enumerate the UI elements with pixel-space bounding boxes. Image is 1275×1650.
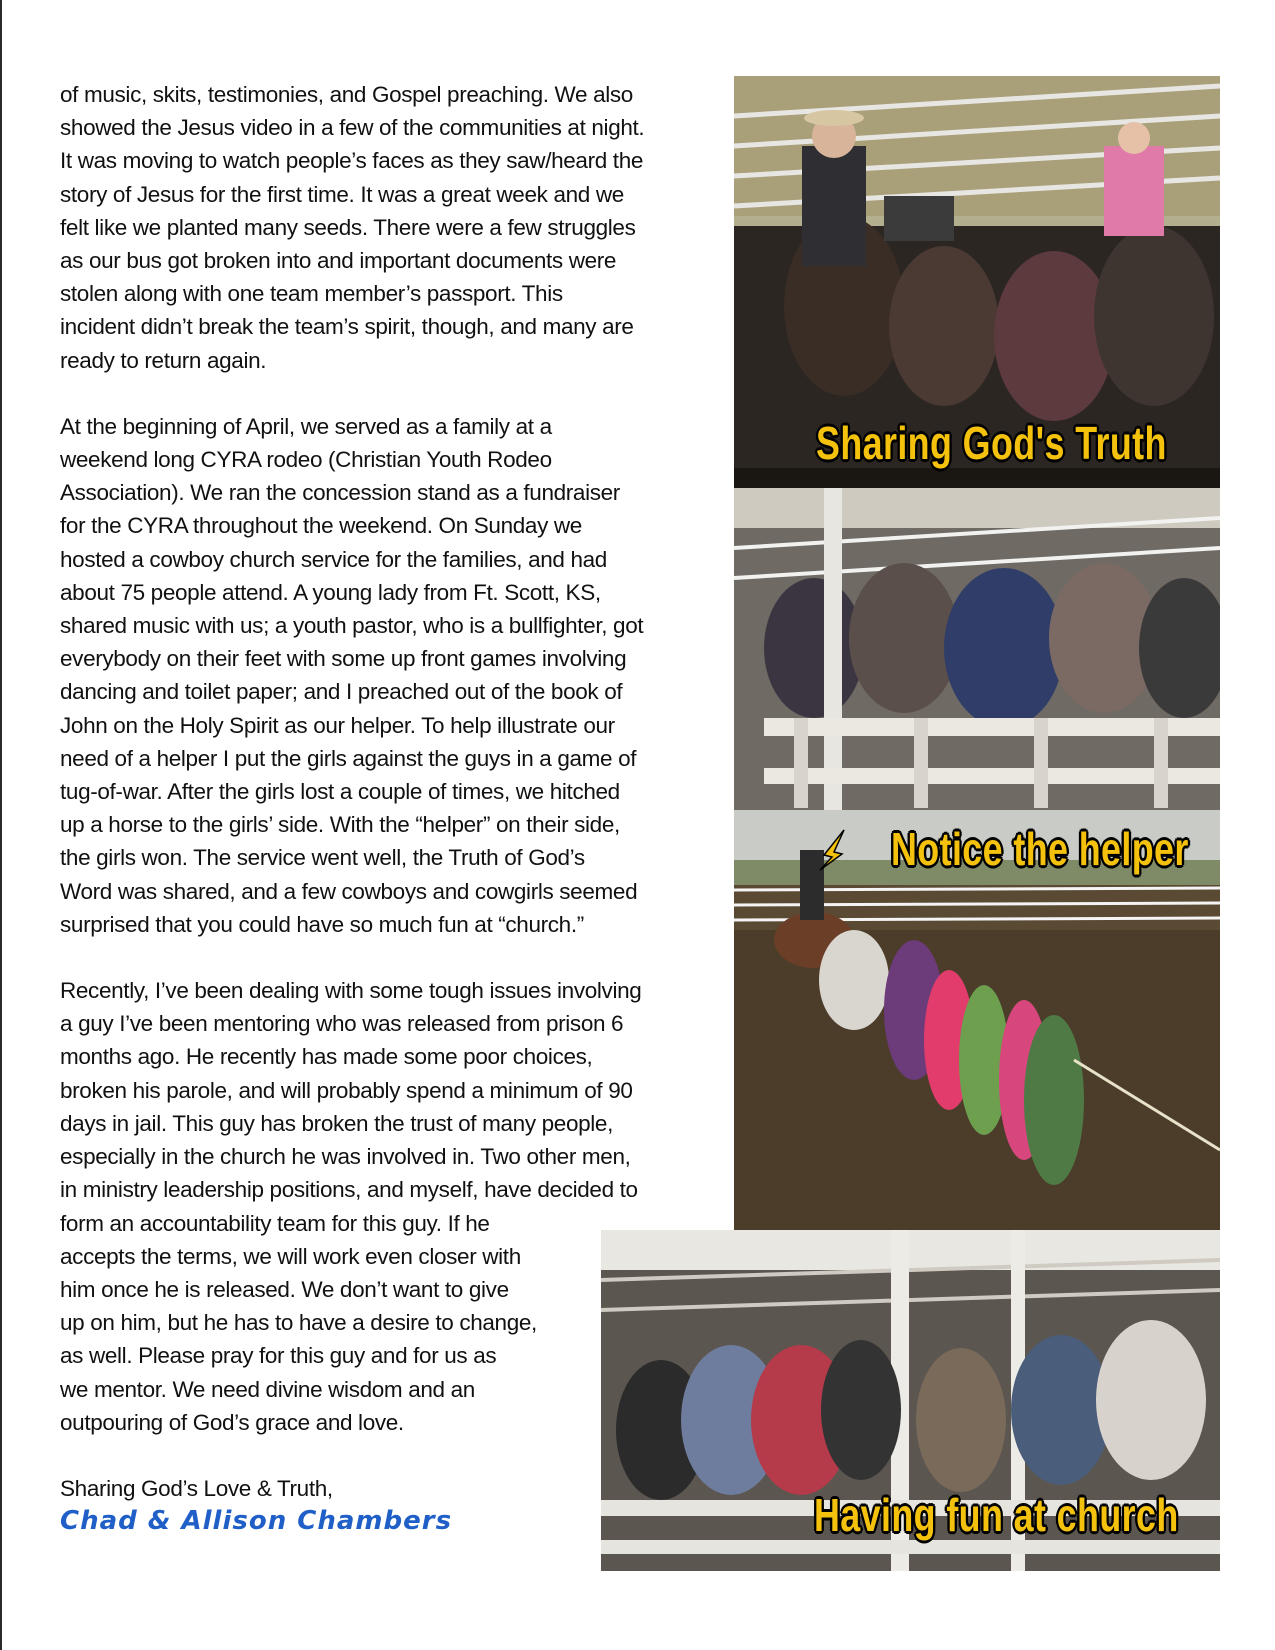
text-line: as well. Please pray for this guy and for us as <box>60 1343 497 1369</box>
text-line: him once he is released. We don’t want to give <box>60 1276 509 1302</box>
text-line: story of Jesus for the first time. It was a great week and we <box>60 181 624 207</box>
text-line: tug-of-war. After the girls lost a couple of times, we hitched <box>60 779 620 805</box>
text-line: At the beginning of April, we served as a family at a <box>60 413 552 439</box>
text-line: of music, skits, testimonies, and Gospel preaching. We also <box>60 82 633 107</box>
text-line: the girls won. The service went well, the Truth of God’s <box>60 845 585 871</box>
text-line: incident didn’t break the team’s spirit, though, and many are <box>60 314 634 340</box>
text-line: ready to return again. <box>60 347 267 373</box>
paragraph-mission-trip <box>60 78 700 377</box>
text-line: months ago. He recently has made some poor choices, <box>60 1044 593 1070</box>
text-line: dancing and toilet paper; and I preached out of the book of <box>60 679 623 705</box>
text-line: up on him, but he has to have a desire to change, <box>60 1310 537 1336</box>
text-line: shared music with us; a youth pastor, who is a bullfighter, got <box>60 613 644 639</box>
text-line: everybody on their feet with some up front games involving <box>60 646 627 672</box>
signature: Chad & Allison Chambers <box>60 1506 453 1537</box>
text-line: as our bus got broken into and important documents were <box>60 248 617 274</box>
text-line: John on the Holy Spirit as our helper. To help illustrate our <box>60 712 615 738</box>
text-line: It was moving to watch people’s faces as they saw/heard the <box>60 148 644 174</box>
caption-sharing-truth: Sharing God's Truth <box>816 417 1167 469</box>
text-line: stolen along with one team member’s passport. This <box>60 281 563 307</box>
text-line: broken his parole, and will probably spend a minimum of 90 <box>60 1077 633 1103</box>
text-line: need of a helper I put the girls against the guys in a game of <box>60 745 637 771</box>
page-left-rule <box>0 0 2 1650</box>
paragraph-mentoring-continued <box>60 1207 560 1439</box>
text-line: in ministry leadership positions, and myself, have decided to <box>60 1177 638 1203</box>
caption-having-fun: Having fun at church <box>814 1489 1179 1541</box>
paragraph-mentoring <box>60 974 700 1206</box>
text-line: Association). We ran the concession stand as a fundraiser <box>60 480 620 506</box>
text-line: weekend long CYRA rodeo (Christian Youth Rodeo <box>60 447 552 473</box>
text-line: form an accountability team for this guy. If he <box>60 1210 490 1236</box>
text-line: we mentor. We need divine wisdom and an <box>60 1376 475 1402</box>
text-line: surprised that you could have so much fun at “church.” <box>60 911 584 937</box>
text-line: about 75 people attend. A young lady from Ft. Scott, KS, <box>60 579 601 605</box>
text-line: felt like we planted many seeds. There were a few struggles <box>60 214 636 240</box>
text-line: days in jail. This guy has broken the trust of many people, <box>60 1110 614 1136</box>
text-line: Recently, I’ve been dealing with some tough issues involving <box>60 978 642 1004</box>
text-line: hosted a cowboy church service for the families, and had <box>60 546 607 572</box>
text-line: Word was shared, and a few cowboys and cowgirls seemed <box>60 878 638 904</box>
text-line: for the CYRA throughout the weekend. On Sunday we <box>60 513 582 539</box>
text-line: up a horse to the girls’ side. With the “helper” on their side, <box>60 812 620 838</box>
caption-notice-helper: Notice the helper <box>891 823 1189 875</box>
text-line: outpouring of God’s grace and love. <box>60 1409 404 1435</box>
bleachers-prayer-photo <box>734 488 1220 810</box>
text-line: especially in the church he was involved in. Two other men, <box>60 1144 631 1170</box>
text-line: showed the Jesus video in a few of the communities at night. <box>60 115 645 141</box>
closing-line: Sharing God’s Love & Truth, <box>60 1475 333 1501</box>
text-line: accepts the terms, we will work even closer with <box>60 1243 521 1269</box>
text-line: a guy I’ve been mentoring who was released from prison 6 <box>60 1011 624 1037</box>
paragraph-cyra-rodeo <box>60 410 700 941</box>
